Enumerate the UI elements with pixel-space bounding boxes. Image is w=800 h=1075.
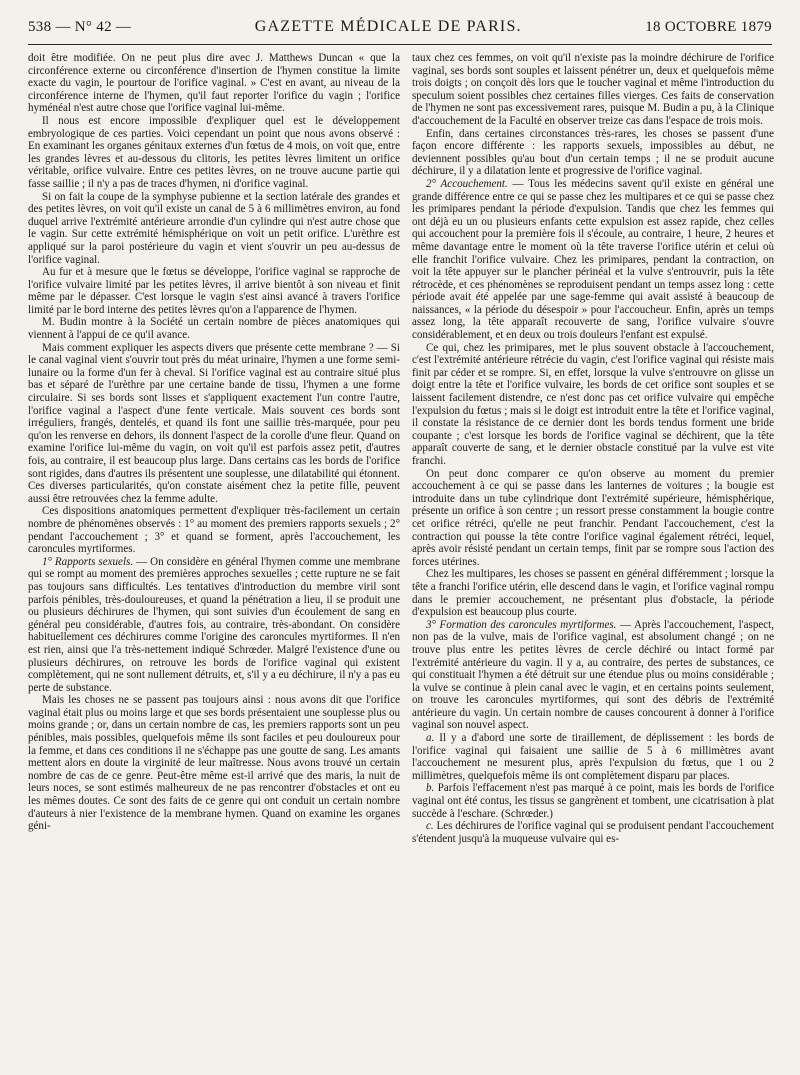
paragraph: [412, 128, 774, 178]
page-header: [28, 18, 772, 46]
section-heading: c.: [426, 820, 434, 833]
journal-title: GAZETTE MÉDICALE DE PARIS.: [254, 18, 522, 35]
paragraph-text: Enfin, dans certaines circonstances très-rares, les choses se passent d'une façon encore différente : les rapports sexuels, impossibles au début, ne deviennent possibles qu'au bout d'un certain temps ; il ne se produit aucune déchirure, il y a dilatation lente et progressive de l'orifice vaginal.: [412, 127, 774, 178]
paragraph: [28, 266, 400, 316]
paragraph: [28, 191, 400, 267]
section-heading: b.: [426, 782, 435, 795]
paragraph-text: On peut donc comparer ce qu'on observe au moment du premier accouchement à ce qui se passe dans les lanternes de voitures ; la bougie est introduite dans un tube cylindrique dont l'extrémité supérieure, hémisphérique, présente un orifice à son centre ; un ressort presse constamment la bougie contre cet orifice rétréci, qu'elle ne peut franchir. Pendant l'accouchement, c'est la contraction qui pousse la tête contre l'orifice vaginal également rétréci, lequel, après avoir résisté pendant un certain temps, finit par se rompre sous l'action des forces utérines.: [412, 467, 774, 568]
issue-date: 18 OCTOBRE 1879: [645, 19, 772, 35]
paragraph: [412, 468, 774, 569]
paragraph-text: Ce qui, chez les primipares, met le plus souvent obstacle à l'accouchement, c'est l'extrémité antérieure rétrécie du vagin, c'est l'orifice vaginal qui résiste mais finit par céder et se rompre. Si, en effet, lorsque la vulve s'entrouvre on glisse un doigt entre la tête et l'orifice vulvaire, les bords de cet orifice sont souples et se laissent facilement distendre, ce n'est donc pas cet orifice vulvaire qui empêche l'expulsion du fœtus ; mais si le doigt est introduit entre la tête et l'orifice vaginal, il constate la résistance de ce dernier dont les bords tendus forment une bride coupante ; c'est lorsque les bords de l'orifice vaginal se déchirent, que la tête apparaît couverte de sang, et le dernier obstacle constitué par la vulve est vite franchi.: [412, 341, 774, 467]
paragraph-text: Il nous est encore impossible d'expliquer quel est le développement embryologique de ces parties. Voici cependant un point que nous avons observé : En examinant les organes génitaux externes d'un fœtus de 4 mois, on voit que, entre les grandes lèvres et au-dessous du clitoris, les petites lèvres limitent un orifice véritable, orifice vulvaire. Entre ces petites lèvres, on ne trouve aucune partie qui fasse saillie ; il n'y a pas de traces d'hymen, ni d'orifice vaginal.: [28, 114, 400, 190]
paragraph: [412, 619, 774, 732]
paragraph: [412, 52, 774, 128]
header-rule: [28, 44, 772, 45]
paragraph-text: Mais les choses ne se passent pas toujours ainsi : nous avons dit que l'orifice vaginal était plus ou moins large et que ses bords présentaient une souplesse plus ou moins grande ; or, dans un certain nombre de cas, les premiers rapports sont un peu pénibles, mais possibles, quelquefois même ils sont faciles et peu douloureux pour la femme, et dans ces conditions il ne s'échappe pas une goutte de sang. Les amants mettent alors en doute la virginité de leur maîtresse. Nous avons trouvé un certain nombre de cas de ce genre. Peut-être même est-il arrivé que des maris, la nuit de leurs noces, se sont estimés malheureux de ne pas rencontrer d'obstacles et ont eu les mêmes doutes. Ce sont des faits de ce genre qui ont conduit un certain nombre d'auteurs à nier l'existence de la membrane hymen. Quand on examine les organes géni-: [28, 694, 400, 833]
paragraph: [412, 732, 774, 782]
paragraph-text: doit être modifiée. On ne peut plus dire avec J. Matthews Duncan « que la circonférence externe ou circonférence d'insertion de l'hymen constitue la limite exacte du vagin, le pourtour de l'orifice vaginal. » C'est en avant, au niveau de la circonférence interne de l'hymen, qu'il faut reporter l'orifice du vagin ; l'orifice hyménéal n'est autre chose que l'orifice vaginal lui-même.: [28, 52, 400, 115]
paragraph: [28, 505, 400, 555]
section-heading: 3° Formation des caroncules myrtiformes.: [426, 618, 617, 631]
paragraph-text: Au fur et à mesure que le fœtus se développe, l'orifice vaginal se rapproche de l'orifice vulvaire limité par les petites lèvres, il arrive bientôt à son niveau et finit même par le dépasser. C'est lorsque le vagin s'est ainsi avancé à travers l'orifice limité par le bord interne des petites lèvres qu'on a l'apparence de l'hymen.: [28, 266, 400, 316]
paragraph-text: — On considère en général l'hymen comme une membrane qui se rompt au moment des premières approches sexuelles ; cette rupture ne se fait pas toujours sans difficultés. Les tentatives d'introduction du membre viril sont parfois pénibles, très-douloureuses, et quand la pénétration a lieu, il se produit une ou plusieurs déchirures de l'hymen, qui sont suivies d'un écoulement de sang en général peu considérable, d'autres fois, au contraire, très-abondant. On considère habituellement ces déchirures comme l'origine des caroncules myrtiformes. Il n'en est rien, ainsi que l'a très-nettement indiqué Schrœder. Malgré l'existence d'une ou plusieurs déchirures, on retrouve les bords de l'orifice vaginal qui existent complètement, qui ne sont nullement détruits, et, s'il y a eu déchirure, il n'y a pas eu perte de substance.: [28, 555, 400, 694]
paragraph: [412, 820, 774, 845]
paragraph-text: Il y a d'abord une sorte de tiraillement, de déplissement : les bords de l'orifice vaginal qui faisaient une saillie de 5 à 6 millimètres avant l'accouchement ne mesurent plus, après l'expulsion du fœtus, que 1 ou 2 millimètres, quelquefois même ils ont complètement disparu par places.: [412, 732, 774, 782]
paragraph: [412, 342, 774, 468]
paragraph-text: taux chez ces femmes, on voit qu'il n'existe pas la moindre déchirure de l'orifice vaginal, ses bords sont souples et laissent pénétrer un, deux et quelquefois même trois doigts ; on conçoit dès lors que le toucher vaginal et même l'introduction du speculum soient possibles chez certaines filles vierges. Ces faits de conservation de l'hymen ne sont pas excessivement rares, puisque M. Budin a pu, à la Clinique d'accouchement de la Faculté en observer treize cas dans l'espace de trois mois.: [412, 52, 774, 127]
paragraph: [28, 342, 400, 506]
paragraph-text: — Après l'accouchement, l'aspect, non pas de la vulve, mais de l'orifice vaginal, est absolument changé ; on ne trouve plus entre les petites lèvres de cercle déchiré ou intact formé par l'extrémité antérieure du vagin. Il y a, au contraire, des pertes de substances, ce qui constituait l'hymen a été détruit sur une étendue plus ou moins considérable ; la vulve se continue à plein canal avec le vagin, et en certains points seulement, on trouve les caroncules myrtiformes, qui sont des débris de l'extrémité antérieure du vagin. Un certain nombre de causes concourent à donner à l'orifice vaginal son nouvel aspect.: [412, 618, 774, 732]
page-number: 538 — N° 42 —: [28, 19, 132, 35]
paragraph-text: Si on fait la coupe de la symphyse pubienne et la section latérale des grandes et des petites lèvres, on voit qu'il existe un canal de 5 à 6 millimètres environ, au fond duquel arrive l'extrémité antérieure arrondie d'un cylindre qui n'est autre chose que le vagin. Sur cette extrémité hémisphérique on voit un petit orifice. L'urèthre est appliqué sur la paroi postérieure du vagin et vient s'ouvrir un peu au-dessus de l'orifice vaginal.: [28, 190, 400, 266]
paragraph-text: M. Budin montre à la Société un certain nombre de pièces anatomiques qui viennent à l'appui de ce qu'il avance.: [28, 316, 400, 342]
paragraph: [412, 568, 774, 618]
paragraph: [412, 178, 774, 342]
paragraph: [28, 115, 400, 191]
section-heading: a.: [426, 732, 435, 745]
section-heading: 2° Accouchement.: [426, 177, 508, 190]
paragraph: [28, 556, 400, 695]
paragraph-text: Parfois l'effacement n'est pas marqué à ce point, mais les bords de l'orifice vaginal ont été contus, les tissus se gangrènent et tombent, une cicatrisation à plat succède à l'eschare. (Schrœder.): [412, 782, 774, 820]
right-column: [412, 52, 774, 1067]
paragraph-text: Chez les multipares, les choses se passent en général différemment ; lorsque la tête a franchi l'orifice utérin, elle descend dans le vagin, et l'orifice vaginal rompu dans le premier accouchement, ne présentant plus d'obstacle, la période d'expulsion est beaucoup plus courte.: [412, 568, 774, 619]
paragraph: [28, 694, 400, 833]
paragraph-text: Les déchirures de l'orifice vaginal qui se produisent pendant l'accouchement s'étendent jusqu'à la muqueuse vulvaire qui es-: [412, 820, 774, 845]
paragraph: [28, 52, 400, 115]
section-heading: 1° Rapports sexuels.: [42, 555, 134, 568]
paragraph: [412, 782, 774, 820]
paragraph-text: Mais comment expliquer les aspects divers que présente cette membrane ? — Si le canal vaginal vient s'ouvrir tout près du méat urinaire, l'hymen a une forme semi-lunaire ou la forme d'un fer à cheval. Si l'orifice vaginal est au contraire situé plus bas et séparé de l'urèthre par une certaine bande de tissu, l'hymen a une forme circulaire. Si ses bords sont lisses et s'appliquent exactement l'un contre l'autre, l'orifice vaginal a l'aspect d'une fente verticale. Mais souvent ces bords sont irréguliers, frangés, dentelés, et quand ils font une saillie très-marquée, pour peu qu'on les renverse en dehors, ils donnent l'aspect de la corolle d'une fleur. Quand on examine l'orifice lui-même du vagin, on voit qu'il est parfois assez petit, d'autres fois, au contraire, il est beaucoup plus large. Dans certains cas les bords de l'orifice sont rigides, dans d'autres ils présentent une souplesse, une dilatabilité qui étonnent. Ces diverses particularités, qu'on constate aisément chez la petite fille, peuvent aussi être retrouvées chez la femme adulte.: [28, 341, 400, 505]
paragraph-text: — Tous les médecins savent qu'il existe en général une grande différence entre ce qui se passe chez les multipares et ce qui se passe chez les primipares pendant la période d'expulsion. Tandis que chez les femmes qui ont déjà eu un ou plusieurs enfants cette expulsion est assez rapide, chez celles qui accouchent pour la première fois il s'écoule, au contraire, 1 heure, 2 heures et même davantage entre le moment où la tête traverse l'orifice utérin et celui où elle franchit l'orifice vulvaire. Chez les primipares, pendant la contraction, on voit la tête appuyer sur le plancher périnéal et la vulve s'entrouvrir, puis la tête rétrocède, et ces phénomènes se reproduisent pendant un temps assez long : cette période avait été appelée par une sage-femme qui avait assisté à beaucoup de naissances, « la période du désespoir » pour l'accoucheur. Enfin, après un temps assez long, la tête apparaît recouverte de sang, l'orifice vulvaire s'ouvre considérablement, et en deux ou trois douleurs l'enfant est expulsé.: [412, 177, 774, 342]
left-column: [28, 52, 400, 1067]
paragraph-text: Ces dispositions anatomiques permettent d'expliquer très-facilement un certain nombre de phénomènes observés : 1° au moment des premiers rapports sexuels ; 2° pendant l'accouchement ; 3° et quand se forment, après l'accouchement, les caroncules myrtiformes.: [28, 505, 400, 556]
paragraph: [28, 316, 400, 341]
